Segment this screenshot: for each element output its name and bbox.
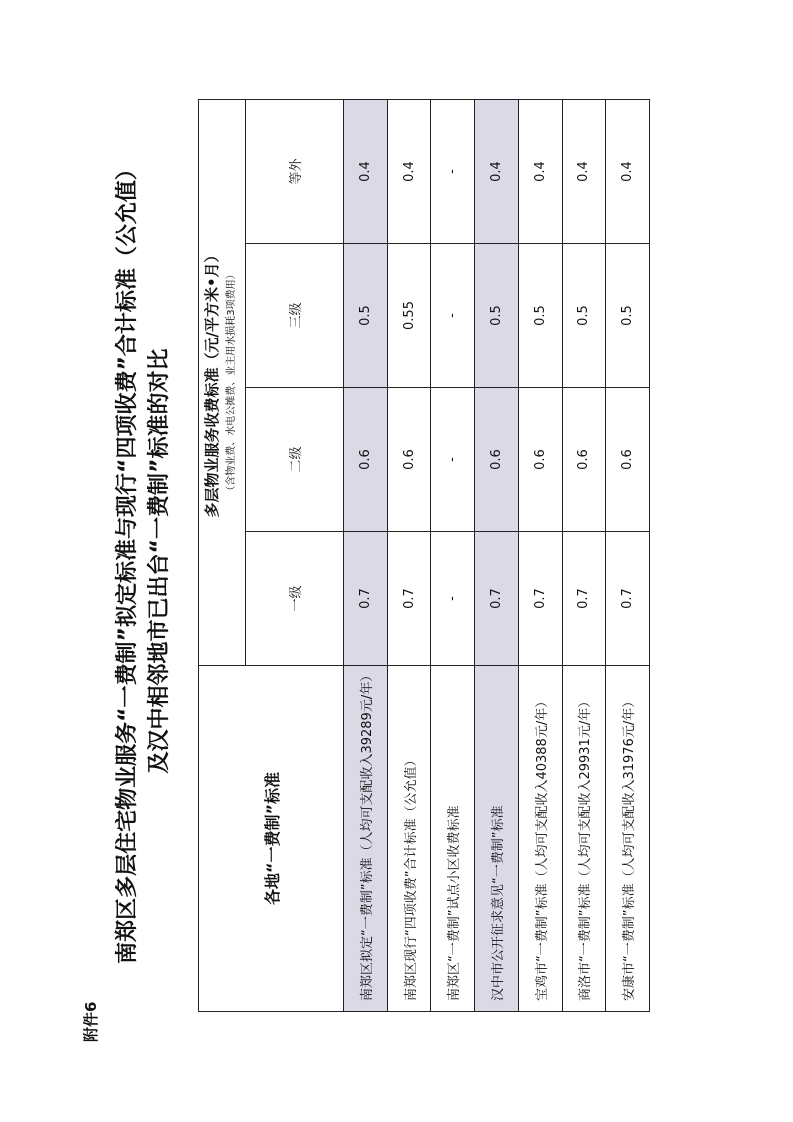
cell-grade-4: 0.4	[518, 99, 562, 243]
row-label: 宝鸡市“一费制”标准（人均可支配收入40388元/年）	[518, 666, 562, 1012]
document-title	[112, 60, 176, 1062]
cell-grade-1: 0.7	[518, 532, 562, 666]
row-label: 南郑区拟定“一费制”标准（人均可支配收入39289元/年）	[344, 666, 388, 1012]
cell-grade-2: 0.6	[475, 388, 519, 532]
cell-grade-1: 0.7	[344, 532, 388, 666]
cell-grade-1: 0.7	[387, 532, 431, 666]
cell-grade-4: 0.4	[387, 99, 431, 243]
cell-grade-2: 0.6	[606, 388, 650, 532]
cell-grade-1: 0.7	[475, 532, 519, 666]
cell-grade-1: 0.7	[562, 532, 606, 666]
row-label: 安康市“一费制”标准（人均可支配收入31976元/年）	[606, 666, 650, 1012]
cell-grade-2: 0.6	[562, 388, 606, 532]
cell-grade-1: 0.7	[606, 532, 650, 666]
cell-grade-4: -	[431, 99, 475, 243]
cell-grade-3: 0.5	[475, 244, 519, 388]
row-header-cell: 各地“一费制”标准	[199, 666, 344, 1012]
row-label: 商洛市“一费制”标准（人均可支配收入29931元/年）	[562, 666, 606, 1012]
table-row	[562, 99, 606, 1011]
cell-grade-4: 0.4	[475, 99, 519, 243]
group-header-cell	[199, 99, 246, 665]
grade-header-2: 二级	[246, 388, 344, 532]
cell-grade-1: -	[431, 532, 475, 666]
cell-grade-2: -	[431, 388, 475, 532]
cell-grade-4: 0.4	[606, 99, 650, 243]
attachment-label: 附件6	[82, 1001, 100, 1042]
table-row	[344, 99, 388, 1011]
row-label: 南郑区“一费制”试点小区收费标准	[431, 666, 475, 1012]
group-subheader-text: （含物业费、水电公摊费、业主用水损耗3项费用）	[226, 269, 237, 496]
title-line-1: 南郑区多层住宅物业服务“一费制”拟定标准与现行“四项收费”合计标准（公允值）	[115, 158, 140, 964]
cell-grade-4: 0.4	[344, 99, 388, 243]
title-line-2: 及汉中相邻地市已出台“一费制”标准的对比	[147, 348, 172, 774]
grade-header-4: 等外	[246, 99, 344, 243]
grade-header-3: 三级	[246, 244, 344, 388]
cell-grade-3: 0.5	[562, 244, 606, 388]
cell-grade-3: 0.5	[344, 244, 388, 388]
cell-grade-2: 0.6	[344, 388, 388, 532]
comparison-table	[198, 99, 650, 1012]
cell-grade-3: 0.55	[387, 244, 431, 388]
table-row	[431, 99, 475, 1011]
cell-grade-4: 0.4	[562, 99, 606, 243]
row-label: 南郑区现行“四项收费”合计标准（公允值）	[387, 666, 431, 1012]
cell-grade-3: -	[431, 244, 475, 388]
group-header-text: 多层物业服务收费标准（元/平方米•月）	[203, 247, 221, 518]
table-row	[606, 99, 650, 1011]
cell-grade-2: 0.6	[387, 388, 431, 532]
cell-grade-3: 0.5	[606, 244, 650, 388]
grade-header-1: 一级	[246, 532, 344, 666]
table-row	[475, 99, 519, 1011]
row-label: 汉中市公开征求意见“一费制”标准	[475, 666, 519, 1012]
table-row	[387, 99, 431, 1011]
table-row	[518, 99, 562, 1011]
cell-grade-3: 0.5	[518, 244, 562, 388]
cell-grade-2: 0.6	[518, 388, 562, 532]
